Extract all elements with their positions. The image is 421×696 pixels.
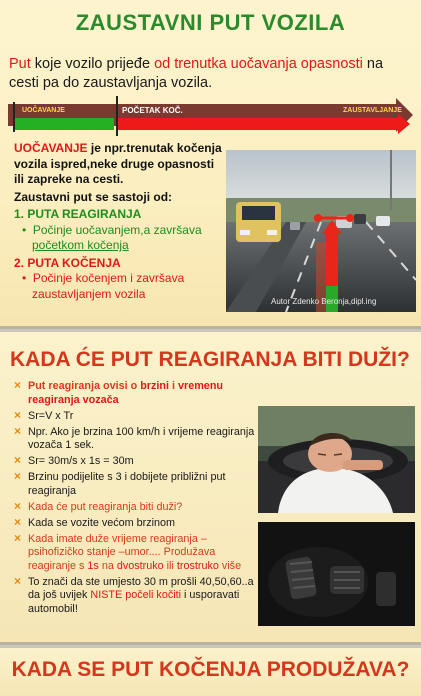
slide-put-reagiranja <box>0 332 421 645</box>
list-item <box>12 576 262 617</box>
item-text: i usporavati automobil! <box>28 589 240 615</box>
slide2-bullet-list <box>12 380 262 619</box>
item-emph: NISTE počeli kočiti <box>90 589 182 601</box>
intro-highlight: od trenutka uočavanja opasnosti <box>154 56 363 72</box>
list-item <box>12 533 262 574</box>
timeline-label-mid: POČETAK KOČ. <box>122 106 183 115</box>
item-text: Kada će put reagiranja biti duži? <box>28 500 183 513</box>
item-text: ili <box>163 559 177 572</box>
item2-bullet-text: Počinje kočenjem i završava zaustavljanjem vozila <box>32 271 185 301</box>
item-text: Npr. Ako je brzina 100 km/h i vrijeme reagiranja vozača 1 sek. <box>28 425 255 451</box>
slide1-body <box>14 141 224 302</box>
slide2-title: KADA ĆE PUT REAGIRANJA BITI DUŽI? <box>10 348 410 371</box>
item-text: Kada imate duže vrijeme reagiranja – psihofizičko stanje –umor.... Produžava reagiranje s <box>28 532 216 572</box>
item-text: Put reagiranja ovisi o <box>28 380 141 392</box>
uocavanje-text: je npr.trenutak kočenja vozila ispred,neke druge opasnosti ili zapreke na cesti. <box>14 141 222 186</box>
sastoji-od: Zaustavni put se sastoji od: <box>14 189 173 204</box>
intro-put: Put <box>9 56 31 72</box>
item-text: na <box>98 559 117 572</box>
item-puta-kocenja: 2. PUTA KOČENJA <box>14 255 121 270</box>
list-item <box>12 410 262 424</box>
photo-credit: Autor Zdenko Beronja,dipl.ing <box>271 297 377 306</box>
slide-put-kocenja <box>0 648 421 696</box>
bullet-glyph: • <box>22 222 27 237</box>
list-item <box>12 426 262 453</box>
slide-zaustavni-put <box>0 0 421 329</box>
timeline-label-end: ZAUSTAVLJANJE <box>343 107 402 114</box>
item1-bullet-underlined: početkom kočenja <box>32 238 129 252</box>
item-emph: trostruko <box>176 559 219 572</box>
pedals-photo <box>258 522 415 626</box>
item1-bullet-text: Počinje uočavanjem,a završava <box>32 222 202 237</box>
sleeping-driver-photo <box>258 406 415 513</box>
road-traffic-photo <box>226 150 416 312</box>
list-item <box>12 380 262 407</box>
item-text: Sr=V x Tr <box>28 409 74 422</box>
list-item <box>12 501 262 515</box>
list-item <box>12 455 262 469</box>
braking-segment <box>118 118 398 130</box>
uocavanje-definition <box>14 141 224 188</box>
item-text: i <box>169 380 178 392</box>
timeline-marker-braking <box>116 96 118 136</box>
item2-bullet <box>22 271 224 302</box>
item-emph: dvostruko <box>116 559 164 572</box>
slide1-title: ZAUSTAVNI PUT VOZILA <box>75 10 346 35</box>
bullet-glyph: • <box>22 271 27 285</box>
list-item <box>12 471 262 498</box>
item-emph: 1s <box>87 559 99 572</box>
item-text: Brzinu podijelite s 3 i dobijete približni put reagiranja <box>28 471 226 497</box>
slide3-title: KADA SE PUT KOČENJA PRODUŽAVA? <box>11 658 410 681</box>
item-text: Sr= 30m/s x 1s = 30m <box>28 455 134 467</box>
slide1-intro <box>9 55 414 93</box>
item1-bullet <box>22 222 224 254</box>
braking-arrow-tip <box>398 114 410 134</box>
item-text: više <box>218 559 242 572</box>
reaction-segment <box>14 118 114 130</box>
intro-text-1: koje vozilo prijeđe <box>30 56 155 72</box>
stopping-distance-timeline <box>8 96 413 138</box>
item-text: Kada se vozite većom brzinom <box>28 516 176 529</box>
item-text: To znači da ste umjesto 30 m prošli 40,50,60..a da još uvijek <box>28 575 254 601</box>
item-emph: vremenu reagiranja vozača <box>28 380 224 406</box>
list-item <box>12 517 262 531</box>
item-emph: brzini <box>140 380 169 392</box>
intro-text-2: na cesti pa do zaustavljanja vozila. <box>9 56 384 91</box>
uocavanje-term: UOČAVANJE <box>14 141 88 155</box>
timeline-label-start: UOČAVANJE <box>22 107 65 114</box>
timeline-marker-start <box>13 102 15 132</box>
item-puta-reagiranja: 1. PUTA REAGIRANJA <box>14 207 142 221</box>
